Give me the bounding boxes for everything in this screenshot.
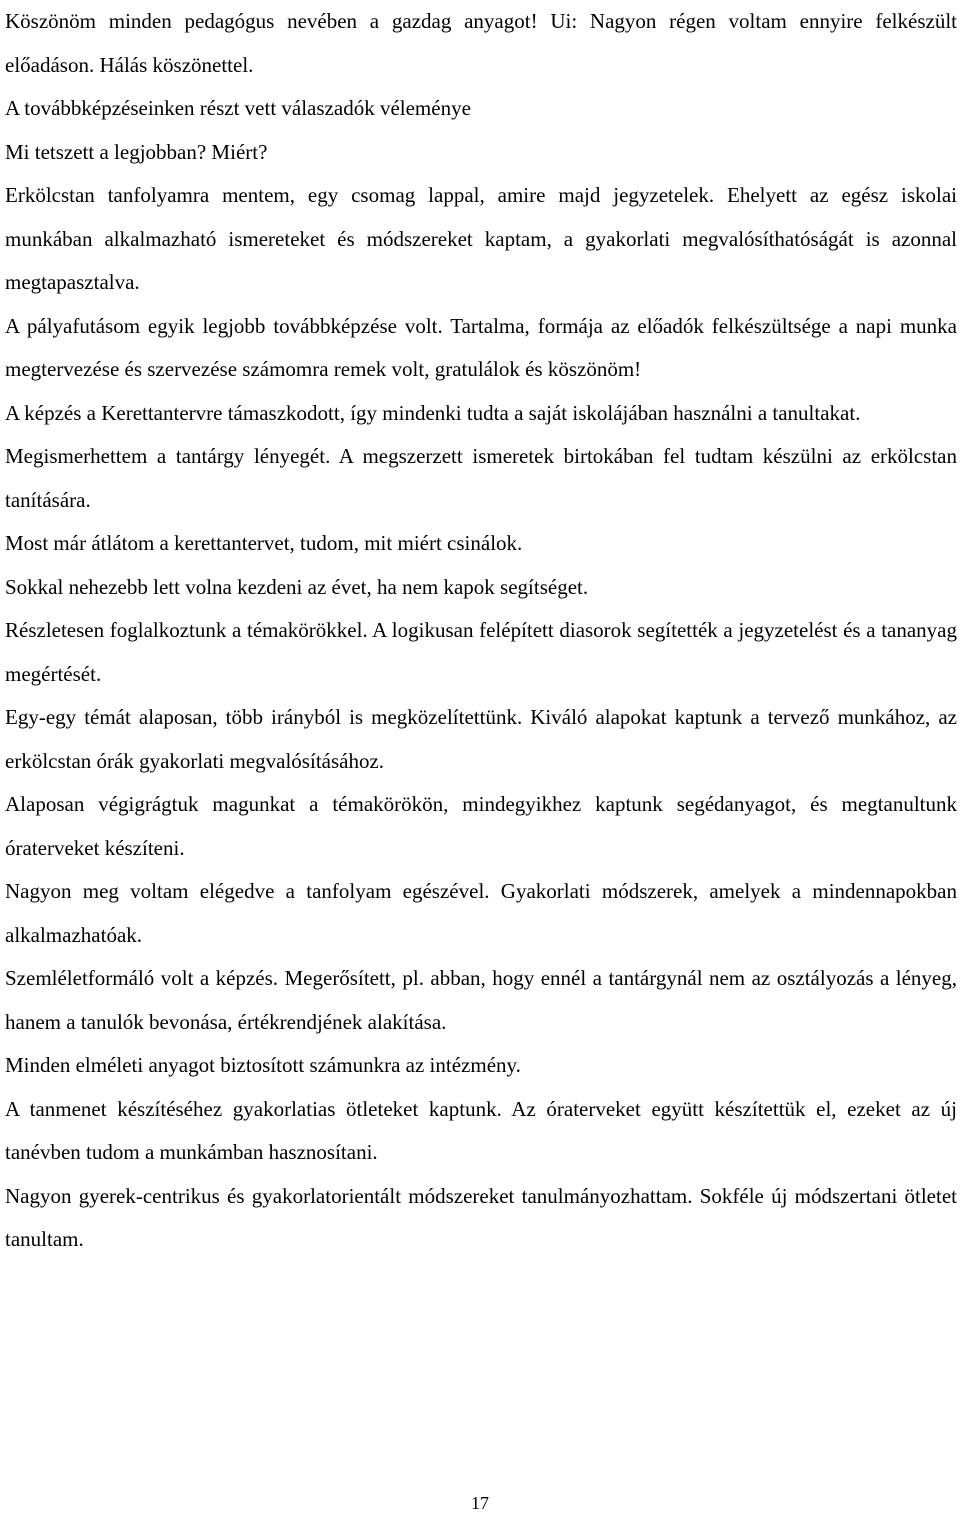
closing-thanks-paragraph: Köszönöm minden pedagógus nevében a gazdag anyagot! Ui: Nagyon régen voltam ennyire felkészült előadáson. Hálás köszönettel.	[5, 9, 957, 77]
response-paragraph: Nagyon gyerek-centrikus és gyakorlatorientált módszereket tanulmányozhattam. Sokféle új módszertani ötletet tanultam.	[5, 1183, 957, 1251]
page-body	[5, 0, 957, 1262]
response-paragraph: Megismerhettem a tantárgy lényegét. A megszerzett ismeretek birtokában fel tudtam készülni az erkölcstan tanítására.	[5, 444, 957, 512]
question-heading: Mi tetszett a legjobban? Miért?	[5, 139, 268, 164]
response-paragraph: Alaposan végigrágtuk magunkat a témakörökön, mindegyikhez kaptunk segédanyagot, és megtanultunk óraterveket készíteni.	[5, 792, 957, 860]
response-paragraph: Részletesen foglalkoztunk a témakörökkel. A logikusan felépített diasorok segítették a jegyzetelést és a tananyag megértését.	[5, 618, 957, 686]
response-paragraph: Nagyon meg voltam elégedve a tanfolyam egészével. Gyakorlati módszerek, amelyek a mindennapokban alkalmazhatóak.	[5, 879, 957, 947]
response-paragraph: Sokkal nehezebb lett volna kezdeni az évet, ha nem kapok segítséget.	[5, 574, 589, 599]
section-heading: A továbbképzéseinken részt vett válaszadók véleménye	[5, 96, 471, 120]
response-paragraph: A tanmenet készítéséhez gyakorlatias ötleteket kaptunk. Az óraterveket együtt készítettük el, ezeket az új tanévben tudom a munkámban hasznosítani.	[5, 1096, 957, 1164]
response-paragraph: Erkölcstan tanfolyamra mentem, egy csomag lappal, amire majd jegyzetelek. Ehelyett az egész iskolai munkában alkalmazható ismereteket és módszereket kaptam, a gyakorlati megvalósíthatóságát is azonnal megtapasztalva.	[5, 183, 957, 294]
response-paragraph: Szemléletformáló volt a képzés. Megerősített, pl. abban, hogy ennél a tantárgynál nem az osztályozás a lényeg, hanem a tanulók bevonása, értékrendjének alakítása.	[5, 966, 957, 1034]
response-paragraph: Minden elméleti anyagot biztosított számunkra az intézmény.	[5, 1053, 521, 1077]
page-number: 17	[471, 1493, 489, 1513]
response-paragraph: A pályafutásom egyik legjobb továbbképzése volt. Tartalma, formája az előadók felkészültsége a napi munka megtervezése és szervezése számomra remek volt, gratulálok és köszönöm!	[5, 313, 957, 381]
response-paragraph: A képzés a Kerettantervre támaszkodott, így mindenki tudta a saját iskolájában használni a tanultakat.	[5, 400, 861, 425]
response-paragraph: Most már átlátom a kerettantervet, tudom, mit miért csinálok.	[5, 531, 523, 555]
response-paragraph: Egy-egy témát alaposan, több irányból is megközelítettünk. Kiváló alapokat kaptunk a tervező munkához, az erkölcstan órák gyakorlati megvalósításához.	[5, 705, 957, 773]
